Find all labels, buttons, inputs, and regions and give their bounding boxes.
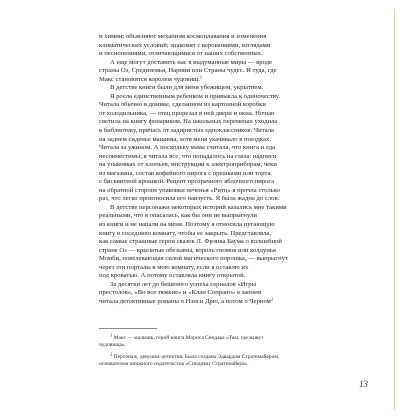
text-line: А еще могут доставить нас в выдуманные миры — вроде (110, 58, 273, 66)
footnote-ref-1[interactable]: 1 (199, 74, 203, 80)
footnote-2 (99, 351, 371, 361)
text-line: климатических условий; знакомят с верованиями, взглядами (99, 41, 271, 49)
text-line: Момби, повелевающая силой магического порошка, — выпрыгнут (99, 255, 288, 263)
footnote-line: чудовища». (99, 342, 127, 349)
page-edge-rule (394, 10, 395, 410)
text-line: книгу в соседнюю комнату, чтобы ее закрыть. Представляла, (99, 229, 272, 237)
page-number: 13 (359, 379, 368, 389)
text-line: раз, что легко произносила его наизусть. Я была жадна до слов. (99, 195, 280, 203)
text-span: читала детективные романы о Нэнси Дрю, а потом о Черном (99, 297, 271, 305)
text-line: на обратной стороне упаковки печенья «Ритц» я прочла столько (99, 186, 280, 194)
text-line: под кроватью. А потому оставляла книгу открытой. (99, 272, 246, 280)
text-line: как самые страшные герои сказок Л. Фрэнка Баума о волшебной (99, 238, 282, 246)
text-line: В детстве книги были для меня убежищем, укрытием. (110, 84, 264, 92)
text-line: престолов», «Во все тяжкие» и «Клан Сопрано» я запоем (99, 289, 262, 297)
text-line: на заднем сиденье машины, хотя меня укачивало в поездках. (99, 135, 271, 143)
text-line: из магазина, состав кофейного пирога с орешками или торта (99, 169, 271, 177)
text-line: В детстве персонажи некоторых историй казались мне такими (110, 203, 287, 211)
text-line (99, 76, 371, 85)
footnote-mark: 1 (110, 332, 113, 338)
text-line: и химии; объясняют механизм космоплавания и изменения (99, 33, 267, 40)
text-line: Я росла единственным ребенком и привыкла к одиночеству. (110, 92, 281, 100)
footnote-separator (99, 328, 157, 329)
text-line: страны Оз, Средиземья, Нарнии или Страны чудес. И туда, где (99, 67, 277, 75)
text-line: светила на книгу фонариком. На школьных переменах уходила (99, 118, 278, 126)
footnote-ref-2[interactable]: 2 (270, 296, 274, 302)
text-line: стране Оз — крылатые обезьяны, король гномов или колдунья (99, 246, 276, 254)
footnote-text: Персонаж, девушка-детектив. Была создана Эдвардом Стратемайером, (113, 353, 280, 360)
footnote-1 (99, 332, 371, 342)
text-line: Читала за ужином. А поскольку мама считала, что книга и еда (99, 144, 276, 152)
text-line: За десятки лет до бешеного успеха сериалов «Игры (110, 280, 257, 288)
footnote-line: основателем книжного издательства «Синдикат Стратемайера». (99, 360, 249, 367)
text-line: из книги и не напали на меня. Поэтому я относила пугающую (99, 221, 275, 229)
text-line: несовместимы, я читала все, что попадалось на глаза: надписи (99, 152, 277, 160)
text-line: в библиотеку, прячась от задиристых одноклассников. Читала (99, 127, 274, 135)
footnote-mark: 2 (110, 351, 113, 357)
text-line: на упаковках от хлопьев, инструкции к электроприборам, чеки (99, 161, 277, 169)
text-line: реальными, что я опасалась, как бы они не выпрыгнули (99, 212, 257, 220)
text-line: с бисквитной крошкой. Рецепт прозрачного яблочного пирога (99, 178, 275, 186)
text-line: Читала обычно в домике, сделанном из картонной коробки (99, 101, 266, 109)
text-line (99, 298, 371, 307)
footnotes (99, 332, 371, 368)
text-line: через эти порталы в мою комнату, если я оставлю их (99, 263, 249, 271)
text-span: Макс становится королем чудовищ. (99, 75, 200, 83)
text-line: от холодильника, — отец прорезал в ней двери и окна. Ночью (99, 109, 275, 117)
body-text (99, 33, 371, 307)
text-line: и песнопениями, отличающимися от наших собственных. (99, 50, 263, 58)
footnote-text: Макс — мальчик, герой книги Мориса Сендака «Там, где живут (113, 335, 264, 341)
